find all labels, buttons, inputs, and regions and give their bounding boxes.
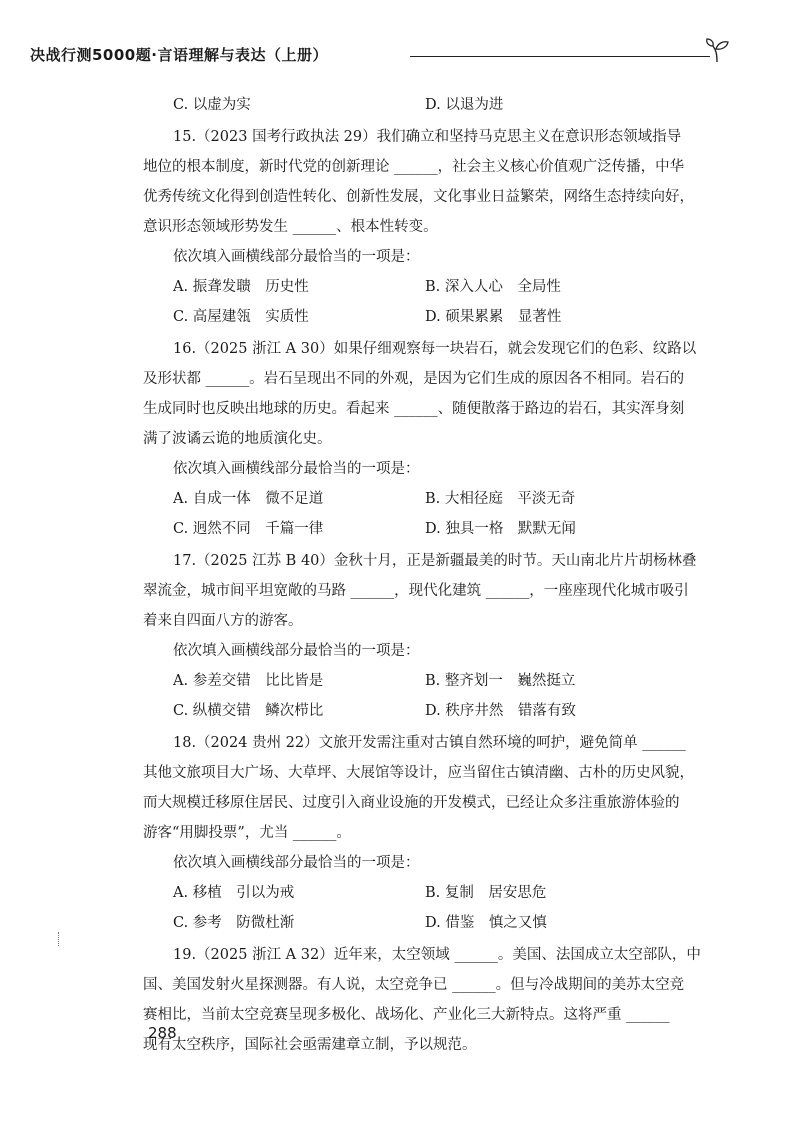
question-line: 而大规模迁移原住居民、过度引入商业设施的开发模式，已经让众多注重旅游体验的 <box>143 795 680 811</box>
running-header <box>30 44 730 70</box>
option-row <box>143 908 710 938</box>
margin-mark <box>58 932 60 946</box>
option-b: B. 大相径庭 平淡无奇 <box>425 491 576 507</box>
option-row <box>143 514 710 544</box>
option-a: A. 参差交错 比比皆是 <box>173 673 324 689</box>
option-c: C. 以虚为实 <box>173 97 251 113</box>
question-instruction: 依次填入画横线部分最恰当的一项是： <box>173 855 420 871</box>
option-a: A. 自成一体 微不足道 <box>173 491 324 507</box>
question-instruction: 依次填入画横线部分最恰当的一项是： <box>173 643 420 659</box>
header-rule <box>410 56 710 57</box>
option-row <box>143 878 710 908</box>
question-instruction: 依次填入画横线部分最恰当的一项是： <box>173 461 420 477</box>
question-line: 18.（2024 贵州 22）文旅开发需注重对古镇自然环境的呵护，避免简单 ______ <box>173 735 686 751</box>
option-c: C. 纵横交错 鳞次栉比 <box>173 703 324 719</box>
question-15 <box>143 120 710 242</box>
option-a: A. 振聋发聩 历史性 <box>173 279 309 295</box>
option-d: D. 以退为进 <box>425 97 504 113</box>
question-17 <box>143 544 710 636</box>
question-line: 19.（2025 浙江 A 32）近年来，太空领域 ______。美国、法国成立太空部队，中 <box>173 947 701 963</box>
option-row <box>143 90 710 120</box>
option-b: B. 整齐划一 巍然挺立 <box>425 673 576 689</box>
question-19 <box>143 938 710 1060</box>
question-line: 现有太空秩序，国际社会亟需建章立制，予以规范。 <box>143 1037 477 1053</box>
option-row <box>143 302 710 332</box>
question-line: 满了波谲云诡的地质演化史。 <box>143 431 332 447</box>
question-line: 生成同时也反映出地球的历史。看起来 ______、随便散落于路边的岩石，其实浑身刻 <box>143 401 685 417</box>
question-line: 及形状都 ______。岩石呈现出不同的外观，是因为它们生成的原因各不相同。岩石的 <box>143 371 685 387</box>
book-title: 决战行测5000题·言语理解与表达（上册） <box>30 46 328 64</box>
question-line: 意识形态领域形势发生 ______、根本性转变。 <box>143 219 438 235</box>
option-row <box>143 696 710 726</box>
question-line: 15.（2023 国考行政执法 29）我们确立和坚持马克思主义在意识形态领域指导 <box>173 129 682 145</box>
option-b: B. 复制 居安思危 <box>425 885 547 901</box>
question-line: 17.（2025 江苏 B 40）金秋十月，正是新疆最美的时节。天山南北片片胡杨林叠 <box>173 553 697 569</box>
question-line: 着来自四面八方的游客。 <box>143 613 303 629</box>
question-line: 游客“用脚投票”，尤当 ______。 <box>143 825 351 841</box>
question-line: 赛相比，当前太空竞赛呈现多极化、战场化、产业化三大新特点。这将严重 ______ <box>143 1007 670 1023</box>
option-row <box>143 272 710 302</box>
question-line: 地位的根本制度，新时代党的创新理论 ______，社会主义核心价值观广泛传播，中华 <box>143 159 685 175</box>
page-content <box>143 90 710 1060</box>
question-line: 16.（2025 浙江 A 30）如果仔细观察每一块岩石，就会发现它们的色彩、纹路以 <box>173 341 697 357</box>
option-row <box>143 484 710 514</box>
question-line: 其他文旅项目大广场、大草坪、大展馆等设计，应当留住古镇清幽、古朴的历史风貌， <box>143 765 694 781</box>
option-d: D. 秩序井然 错落有致 <box>425 703 576 719</box>
question-instruction: 依次填入画横线部分最恰当的一项是： <box>173 249 420 265</box>
question-18 <box>143 726 710 848</box>
question-16 <box>143 332 710 454</box>
option-b: B. 深入人心 全局性 <box>425 279 561 295</box>
question-line: 优秀传统文化得到创造性转化、创新性发展，文化事业日益繁荣，网络生态持续向好， <box>143 189 694 205</box>
option-row <box>143 666 710 696</box>
option-c: C. 参考 防微杜渐 <box>173 915 295 931</box>
question-line: 国、美国发射火星探测器。有人说，太空竞争已 ______。但与冷战期间的美苏太空竞 <box>143 977 685 993</box>
sprout-icon <box>704 36 732 64</box>
option-c: C. 迥然不同 千篇一律 <box>173 521 324 537</box>
page-number: 288 <box>148 1024 177 1042</box>
option-d: D. 硕果累累 显著性 <box>425 309 562 325</box>
option-d: D. 独具一格 默默无闻 <box>425 521 576 537</box>
question-line: 翠流金，城市间平坦宽敞的马路 ______，现代化建筑 ______，一座座现代化城市吸引 <box>143 583 689 599</box>
option-d: D. 借鉴 慎之又慎 <box>425 915 547 931</box>
option-c: C. 高屋建瓴 实质性 <box>173 309 309 325</box>
option-a: A. 移植 引以为戒 <box>173 885 295 901</box>
